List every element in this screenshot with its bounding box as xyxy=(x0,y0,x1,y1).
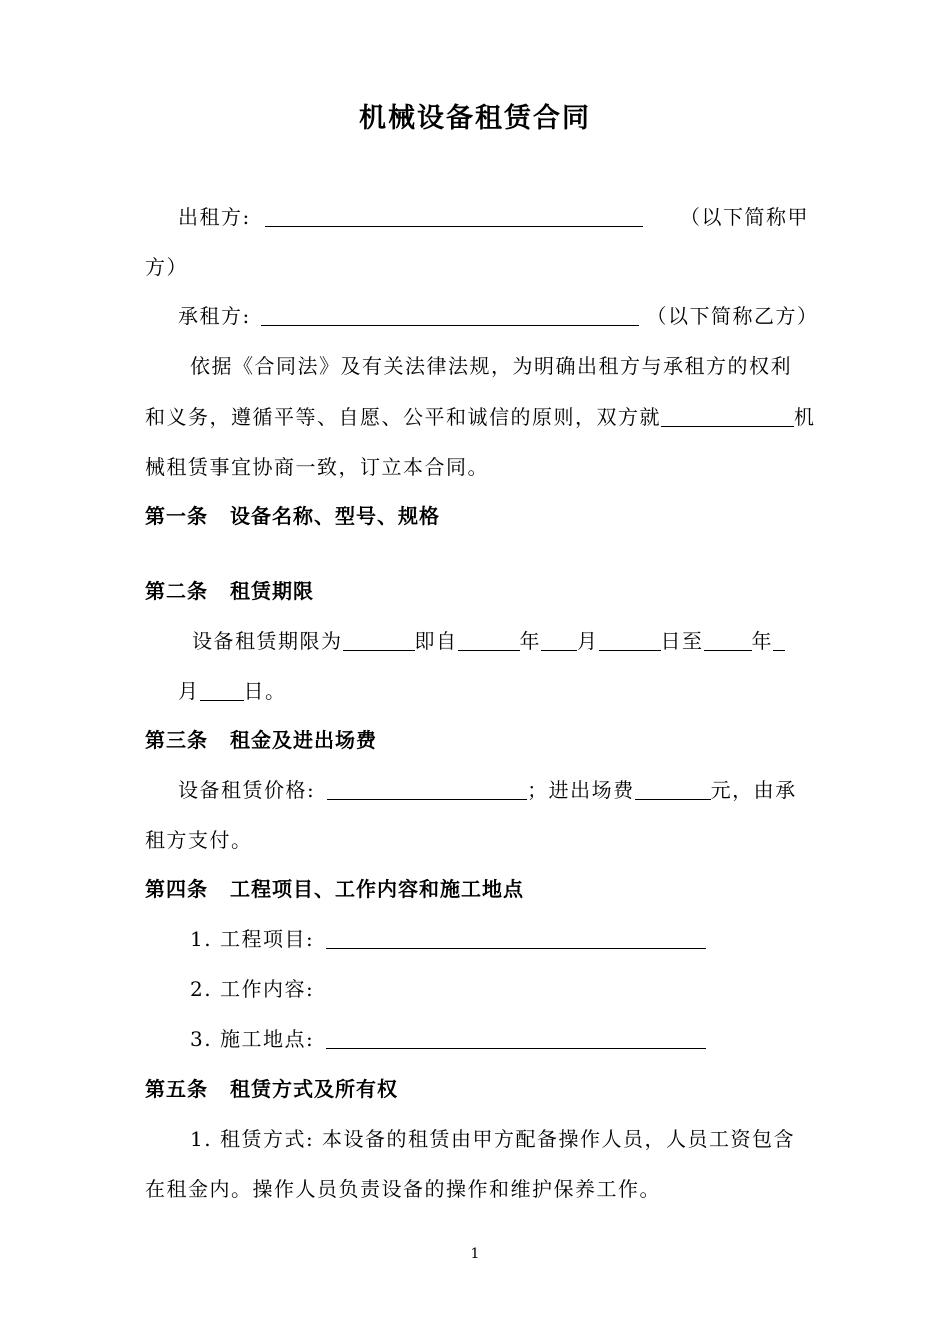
article-4-heading xyxy=(145,874,524,904)
rental-price-line xyxy=(178,775,797,805)
entry-exit-fee-unit: 元，由承 xyxy=(710,778,797,802)
lessor-label: 出租方: xyxy=(178,205,251,229)
lessor-blank[interactable] xyxy=(265,204,643,227)
start-month-label: 月 xyxy=(577,629,599,653)
article-5-number: 第五条 xyxy=(145,1077,208,1101)
start-year-label: 年 xyxy=(519,629,541,653)
preamble-line-2-end: 机 xyxy=(794,405,816,429)
entry-exit-fee-label: ；进出场费 xyxy=(527,778,635,802)
article-3-title: 租金及进出场费 xyxy=(230,728,377,752)
article-1-number: 第一条 xyxy=(145,504,208,528)
lease-term-line xyxy=(192,626,785,656)
lessee-blank[interactable] xyxy=(261,303,639,326)
end-month-label: 月 xyxy=(178,679,200,703)
lessee-label: 承租方: xyxy=(178,304,251,328)
preamble-line-3: 械租赁事宜协商一致，订立本合同。 xyxy=(145,455,489,479)
end-year-label: 年 xyxy=(751,629,773,653)
machine-name-blank[interactable] xyxy=(661,404,794,427)
article-2-heading xyxy=(145,576,314,606)
lease-term-label: 设备租赁期限为 xyxy=(192,629,343,653)
article-2-number: 第二条 xyxy=(145,579,208,603)
lease-method-line-1: 1. 租赁方式: 本设备的租赁由甲方配备操作人员，人员工资包含 xyxy=(190,1127,796,1151)
article-5-title: 租赁方式及所有权 xyxy=(230,1077,398,1101)
lease-term-blank[interactable] xyxy=(343,628,415,651)
lease-from-label: 即自 xyxy=(414,629,458,653)
lease-method-line-2: 在租金内。操作人员负责设备的操作和维护保养工作。 xyxy=(145,1177,661,1201)
work-content-line: 2. 工作内容: xyxy=(190,977,315,1001)
lessee-line xyxy=(178,301,818,331)
end-day-blank[interactable] xyxy=(200,678,244,701)
project-line xyxy=(190,924,706,954)
rental-price-blank[interactable] xyxy=(327,777,527,800)
article-1-heading xyxy=(145,501,440,531)
rental-price-label: 设备租赁价格: xyxy=(178,778,316,802)
lessor-suffix: （以下简称甲 xyxy=(680,205,809,229)
rental-price-line-2: 租方支付。 xyxy=(145,828,253,852)
project-blank[interactable] xyxy=(326,926,706,949)
lease-term-line-2 xyxy=(178,676,287,706)
site-blank[interactable] xyxy=(326,1026,706,1049)
preamble-line-2-text: 和义务，遵循平等、自愿、公平和诚信的原则，双方就 xyxy=(145,405,661,429)
lessee-suffix: （以下简称乙方） xyxy=(646,304,819,328)
start-year-blank[interactable] xyxy=(458,628,520,651)
end-year-blank[interactable] xyxy=(704,628,752,651)
site-line xyxy=(190,1024,706,1054)
end-day-label: 日。 xyxy=(243,679,287,703)
lessor-line xyxy=(178,202,643,232)
start-month-blank[interactable] xyxy=(541,628,577,651)
page-number: 1 xyxy=(470,1246,480,1262)
article-4-number: 第四条 xyxy=(145,877,208,901)
project-label: 1. 工程项目: xyxy=(190,927,315,951)
end-month-blank[interactable] xyxy=(773,628,785,651)
article-3-number: 第三条 xyxy=(145,728,208,752)
article-5-heading xyxy=(145,1074,398,1104)
start-day-blank[interactable] xyxy=(599,628,661,651)
lease-to-label: 日至 xyxy=(660,629,704,653)
article-2-title: 租赁期限 xyxy=(230,579,314,603)
article-3-heading xyxy=(145,725,377,755)
entry-exit-fee-blank[interactable] xyxy=(635,777,711,800)
preamble-line-1: 依据《合同法》及有关法律法规，为明确出租方与承租方的权利 xyxy=(190,354,792,378)
preamble-line-2 xyxy=(145,402,816,432)
article-1-title: 设备名称、型号、规格 xyxy=(230,504,440,528)
document-title: 机械设备租赁合同 xyxy=(359,103,591,134)
article-4-title: 工程项目、工作内容和施工地点 xyxy=(230,877,524,901)
lessor-suffix-wrap: 方） xyxy=(145,255,188,279)
site-label: 3. 施工地点: xyxy=(190,1027,315,1051)
